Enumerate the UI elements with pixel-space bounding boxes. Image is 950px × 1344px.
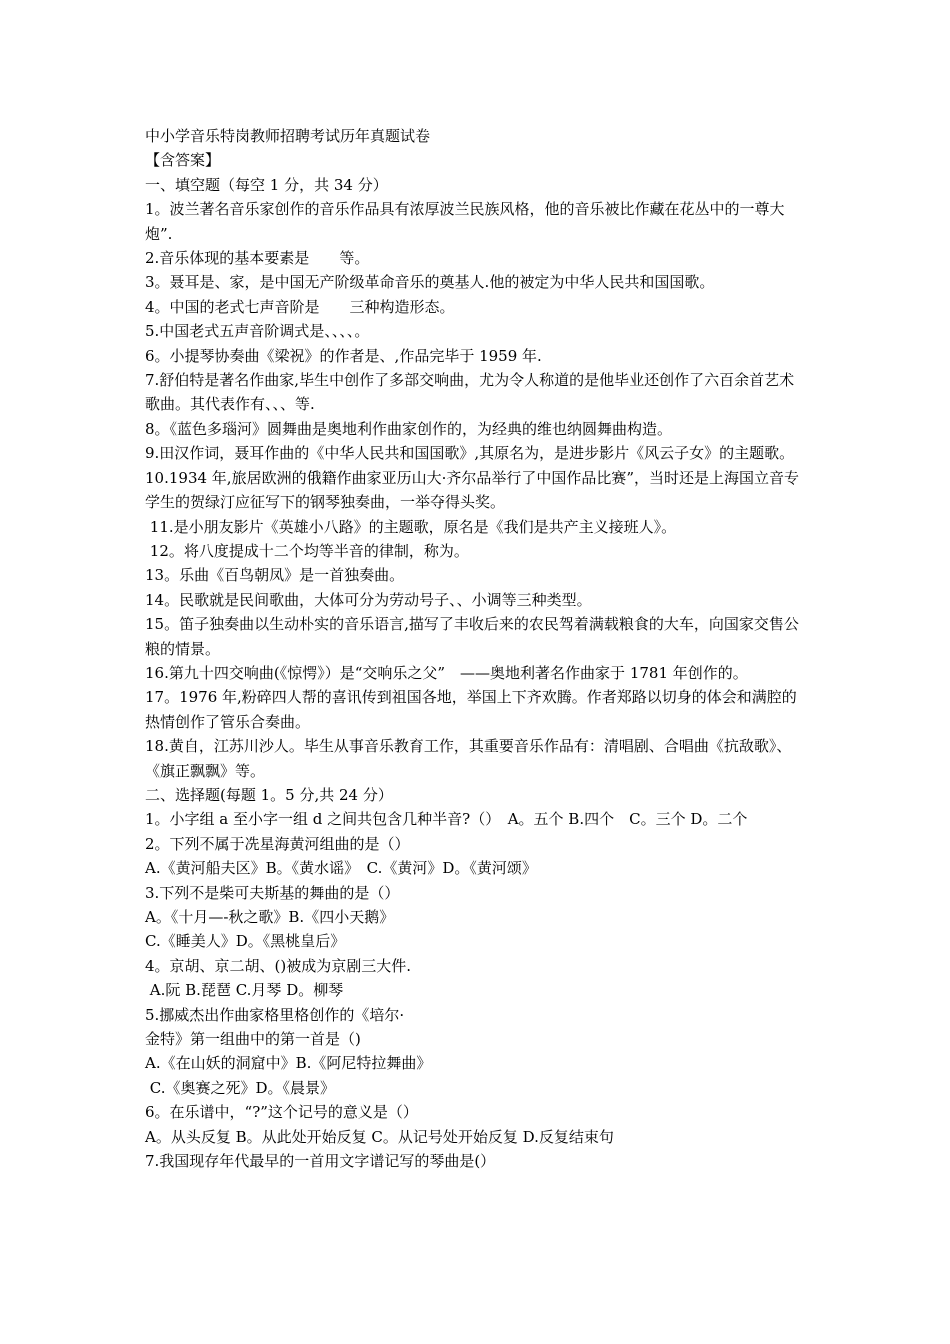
question-9-10: 9.田汉作词，聂耳作曲的《中华人民共和国国歌》,其原名为，是进步影片《风云子女》的主题歌。 10.1934 年,旅居欧洲的俄籍作曲家亚历山大·齐尔品举行了中国作品比赛”，当时还是上海国立音专学生的贺绿汀应征写下的钢琴独奏曲，一举夺得头奖。: [145, 444, 807, 512]
question-2: 2.音乐体现的基本要素是 等。: [145, 249, 370, 268]
choice-question-6: 6。在乐谱中，“?”这个记号的意义是（）: [145, 1103, 418, 1122]
question-8: 8。《蓝色多瑙河》圆舞曲是奥地利作曲家创作的，为经典的维也纳圆舞曲构造。: [145, 419, 673, 438]
document-title: 中小学音乐特岗教师招聘考试历年真题试卷: [145, 127, 431, 145]
question-16: 16.第九十四交响曲(《惊愕》）是“交响乐之父” ——奥地利著名作曲家于 1781 年创作的。: [145, 663, 748, 682]
question-1: 1。波兰著名音乐家创作的音乐作品具有浓厚波兰民族风格，他的音乐被比作藏在花丛中的一尊大炮”.: [145, 200, 785, 243]
choice-options-3a: A。《十月—-秋之歌》B.《四小天鹅》: [145, 908, 395, 926]
choice-options-6: A。从头反复 B。从此处开始反复 C。从记号处开始反复 D.反复结束句: [145, 1127, 614, 1146]
choice-question-2: 2。下列不属于冼星海黄河组曲的是（）: [145, 834, 410, 853]
question-13: 13。乐曲《百鸟朝凤》是一首独奏曲。: [145, 566, 405, 585]
choice-question-5b: 金特》第一组曲中的第一首是（): [145, 1030, 361, 1049]
choice-options-4: A.阮 B.琵琶 C.月琴 D。柳琴: [145, 981, 344, 1000]
document-body: [145, 124, 809, 1173]
choice-options-3b: C.《睡美人》D。《黑桃皇后》: [145, 932, 346, 951]
choice-question-7: 7.我国现存年代最早的一首用文字谱记写的琴曲是(）: [145, 1152, 496, 1171]
choice-options-2: A.《黄河船夫区》B。《黄水谣》 C.《黄河》D。《黄河颂》: [145, 859, 537, 878]
choice-question-4: 4。京胡、京二胡、()被成为京剧三大件.: [145, 956, 412, 975]
choice-question-1: 1。小字组 a 至小字一组 d 之间共包含几种半音?（） A。五个 B.四个 C。三个 D。二个: [145, 810, 748, 829]
question-5: 5.中国老式五声音阶调式是、、、、。: [145, 322, 370, 341]
answer-note: 【含答案】: [145, 151, 221, 170]
question-12: 12。将八度提成十二个均等半音的律制，称为。: [145, 541, 469, 560]
section-heading-fill-in: 一、填空题（每空 1 分，共 34 分）: [145, 175, 388, 194]
question-11: 11.是小朋友影片《英雄小八路》的主题歌，原名是《我们是共产主义接班人》。: [145, 517, 677, 536]
question-18: 18.黄自，江苏川沙人。毕生从事音乐教育工作，其重要音乐作品有：清唱剧、合唱曲《抗敌歌》、《旗正飘飘》等。: [145, 737, 792, 780]
question-17: 17。1976 年,粉碎四人帮的喜讯传到祖国各地，举国上下齐欢腾。作者郑路以切身的体会和满腔的热情创作了管乐合奏曲。: [145, 688, 797, 731]
question-4: 4。中国的老式七声音阶是 三种构造形态。: [145, 297, 455, 316]
section-heading-choice: 二、选择题(每题 1。5 分,共 24 分）: [145, 785, 393, 804]
question-7: 7.舒伯特是著名作曲家,毕生中创作了多部交响曲，尤为令人称道的是他毕业还创作了六百余首艺术歌曲。其代表作有、、、等.: [145, 371, 795, 414]
question-14: 14。民歌就是民间歌曲，大体可分为劳动号子、、小调等三种类型。: [145, 590, 592, 609]
choice-question-3: 3.下列不是柴可夫斯基的舞曲的是（）: [145, 883, 400, 902]
choice-options-5a: A.《在山妖的洞窟中》B.《阿尼特拉舞曲》: [145, 1054, 432, 1073]
choice-options-5b: C.《奥赛之死》D。《晨景》: [145, 1078, 336, 1097]
question-15: 15。笛子独奏曲以生动朴实的音乐语言,描写了丰收后来的农民驾着满载粮食的大车，向国家交售公粮的情景。: [145, 615, 799, 658]
question-6: 6。小提琴协奏曲《梁祝》的作者是、,作品完毕于 1959 年.: [145, 346, 542, 365]
question-3: 3。聂耳是、家，是中国无产阶级革命音乐的奠基人.他的被定为中华人民共和国国歌。: [145, 273, 715, 292]
choice-question-5a: 5.挪威杰出作曲家格里格创作的《培尔·: [145, 1005, 405, 1024]
